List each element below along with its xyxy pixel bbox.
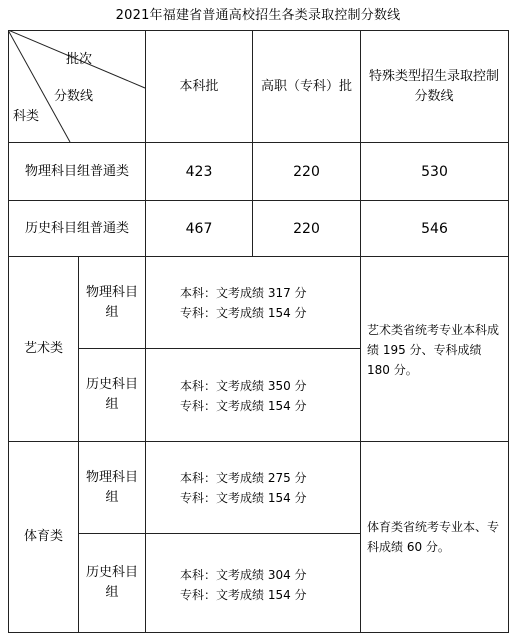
score-history-benke: 467 bbox=[185, 220, 213, 237]
row-label-physics: 物理科目组普通类 bbox=[24, 163, 129, 179]
sports-history-zhuanke: 专科：文考成绩 154 分 bbox=[180, 588, 307, 602]
score-history-gaozhi: 220 bbox=[293, 220, 320, 237]
score-table bbox=[8, 30, 509, 633]
art-history-benke: 本科：文考成绩 350 分 bbox=[180, 379, 307, 393]
row-divider bbox=[8, 256, 509, 257]
score-physics-special: 530 bbox=[421, 163, 448, 180]
col-header-benke: 本科批 bbox=[179, 78, 219, 94]
table-border-bottom bbox=[8, 632, 509, 633]
row-label-history: 历史科目组普通类 bbox=[24, 220, 129, 236]
score-physics-benke: 423 bbox=[185, 163, 213, 180]
sub-col-divider bbox=[78, 256, 79, 633]
sports-label: 体育类 bbox=[23, 529, 63, 544]
sports-history-benke: 本科：文考成绩 304 分 bbox=[180, 568, 307, 582]
sub-col-divider bbox=[145, 256, 146, 633]
section-divider bbox=[8, 441, 509, 442]
sports-physics-benke: 本科：文考成绩 275 分 bbox=[180, 471, 307, 485]
art-physics-zhuanke: 专科：文考成绩 154 分 bbox=[180, 306, 307, 320]
sports-physics-zhuanke: 专科：文考成绩 154 分 bbox=[180, 491, 307, 505]
score-physics-gaozhi: 220 bbox=[293, 163, 320, 180]
sports-physics-group: 物理科目组 bbox=[85, 469, 138, 505]
sports-history-group: 历史科目组 bbox=[85, 565, 138, 600]
corner-label-score: 分数线 bbox=[54, 89, 94, 104]
art-physics-benke: 本科：文考成绩 317 分 bbox=[180, 286, 307, 300]
page-title: 2021年福建省普通高校招生各类录取控制分数线 bbox=[115, 8, 401, 23]
col-divider bbox=[360, 30, 361, 633]
col-header-special: 特殊类型招生录取控制分数线 bbox=[368, 68, 499, 104]
corner-label-batch: 批次 bbox=[66, 52, 93, 67]
score-history-special: 546 bbox=[421, 220, 448, 237]
art-physics-group: 物理科目组 bbox=[85, 284, 138, 320]
corner-label-category: 科类 bbox=[13, 109, 40, 124]
sports-note: 体育类省统考专业本、专科成绩 60 分。 bbox=[367, 520, 500, 554]
art-history-zhuanke: 专科：文考成绩 154 分 bbox=[180, 399, 307, 413]
art-label: 艺术类 bbox=[23, 341, 63, 356]
col-header-gaozhi: 高职（专科）批 bbox=[260, 78, 352, 94]
art-history-group: 历史科目组 bbox=[85, 377, 138, 412]
table-border-right bbox=[508, 30, 509, 633]
art-note: 艺术类省统考专业本科成绩 195 分、专科成绩 180 分。 bbox=[367, 323, 500, 377]
